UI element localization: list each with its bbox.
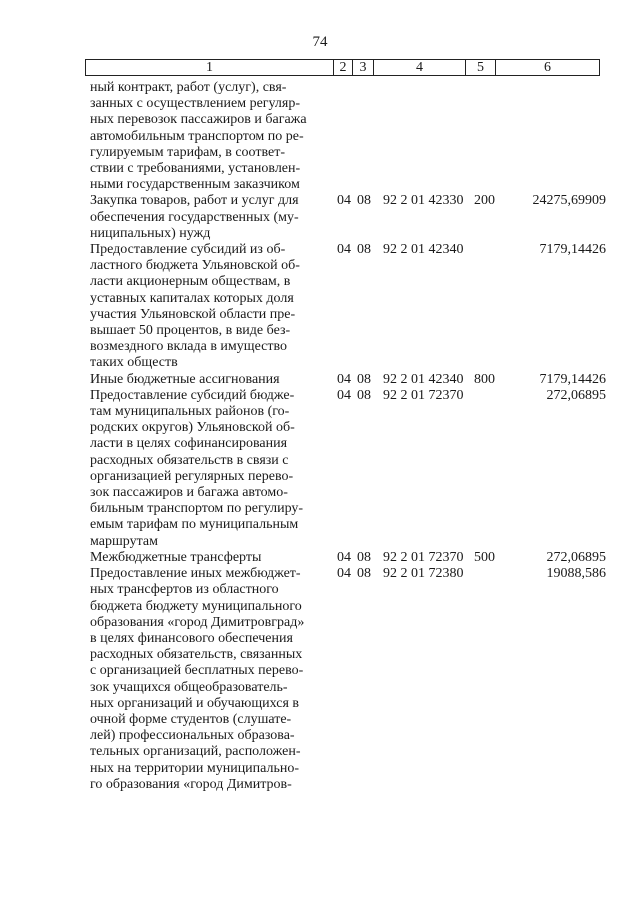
cell-c3: 08 — [357, 371, 371, 387]
header-col-6: 6 — [496, 60, 600, 76]
description-line: ластного бюджета Ульяновской об- — [90, 258, 300, 274]
description-line: маршрутам — [90, 533, 158, 549]
header-col-5: 5 — [466, 60, 496, 76]
description-line: гулируемым тарифам, в соответ- — [90, 144, 285, 160]
description-line: тельных организаций, расположен- — [90, 744, 301, 760]
cell-c6: 7179,14426 — [539, 242, 606, 258]
description-line: таких обществ — [90, 355, 178, 371]
header-col-4: 4 — [374, 60, 466, 76]
cell-c3: 08 — [357, 387, 371, 403]
table-row — [0, 388, 640, 550]
cell-c6: 19088,586 — [546, 566, 606, 582]
table-row — [0, 242, 640, 372]
description-line: расходных обязательств, связанных — [90, 647, 303, 663]
cell-c6: 24275,69909 — [532, 193, 606, 209]
budget-table-body — [0, 80, 640, 793]
table-row — [0, 372, 640, 388]
cell-c3: 08 — [357, 549, 371, 565]
description-line: Иные бюджетные ассигнования — [90, 371, 280, 387]
row-description — [90, 388, 328, 550]
cell-c4: 92 2 01 72370 — [383, 387, 464, 403]
description-line: лей) профессиональных образова- — [90, 728, 295, 744]
description-line: Предоставление иных межбюджет- — [90, 566, 301, 582]
description-line: Межбюджетные трансферты — [90, 549, 262, 565]
cell-c2: 04 — [337, 387, 351, 403]
description-line: занных с осуществлением регуляр- — [90, 96, 301, 112]
table-row — [0, 566, 640, 793]
row-description — [90, 193, 328, 242]
header-col-1: 1 — [86, 60, 334, 76]
description-line: зок учащихся общеобразователь- — [90, 679, 288, 695]
cell-c2: 04 — [337, 566, 351, 582]
cell-c6: 272,06895 — [546, 387, 606, 403]
description-line: расходных обязательств в связи с — [90, 452, 289, 468]
description-line: ных организаций и обучающихся в — [90, 695, 299, 711]
description-line: с организацией бесплатных перево- — [90, 663, 304, 679]
row-description — [90, 372, 328, 388]
description-line: ных на территории муниципально- — [90, 760, 300, 776]
description-line: ных трансфертов из областного — [90, 582, 279, 598]
description-line: образования «город Димитровград» — [90, 614, 305, 630]
column-header-row — [85, 59, 600, 76]
cell-c5: 500 — [474, 549, 495, 565]
cell-c5: 800 — [474, 371, 495, 387]
description-line: ниципальных) нужд — [90, 225, 211, 241]
header-col-3: 3 — [353, 60, 374, 76]
description-line: вышает 50 процентов, в виде без- — [90, 323, 291, 339]
description-line: Предоставление субсидий из об- — [90, 242, 286, 258]
description-line: зок пассажиров и багажа автомо- — [90, 485, 288, 501]
cell-c5: 200 — [474, 193, 495, 209]
row-description — [90, 242, 328, 372]
description-line: ный контракт, работ (услуг), свя- — [90, 80, 287, 95]
description-line: бильным транспортом по регулиру- — [90, 501, 304, 517]
page-number: 74 — [312, 34, 328, 50]
cell-c3: 08 — [357, 242, 371, 258]
cell-c4: 92 2 01 42340 — [383, 371, 464, 387]
cell-c2: 04 — [337, 242, 351, 258]
description-line: автомобильным транспортом по ре- — [90, 128, 304, 144]
row-description — [90, 80, 328, 193]
description-line: ными государственным заказчиком — [90, 177, 300, 193]
row-description — [90, 550, 328, 566]
description-line: в целях финансового обеспечения — [90, 630, 293, 646]
description-line: организацией регулярных перево- — [90, 468, 294, 484]
description-line: емым тарифам по муниципальным — [90, 517, 299, 533]
description-line: Предоставление субсидий бюдже- — [90, 387, 295, 403]
table-row — [0, 80, 640, 193]
description-line: Закупка товаров, работ и услуг для — [90, 193, 299, 209]
cell-c4: 92 2 01 72370 — [383, 549, 464, 565]
description-line: ных перевозок пассажиров и багажа — [90, 112, 307, 128]
cell-c4: 92 2 01 42330 — [383, 193, 464, 209]
description-line: ствии с требованиями, установлен- — [90, 161, 301, 177]
description-line: го образования «город Димитров- — [90, 776, 292, 792]
cell-c2: 04 — [337, 371, 351, 387]
description-line: ласти в целях софинансирования — [90, 436, 288, 452]
description-line: обеспечения государственных (му- — [90, 209, 299, 225]
description-line: там муниципальных районов (го- — [90, 404, 290, 420]
row-description — [90, 566, 328, 793]
cell-c3: 08 — [357, 566, 371, 582]
cell-c4: 92 2 01 42340 — [383, 242, 464, 258]
description-line: возмездного вклада в имущество — [90, 339, 287, 355]
description-line: ласти акционерным обществам, в — [90, 274, 291, 290]
cell-c6: 272,06895 — [546, 549, 606, 565]
description-line: родских округов) Ульяновской об- — [90, 420, 295, 436]
cell-c6: 7179,14426 — [539, 371, 606, 387]
description-line: бюджета бюджету муниципального — [90, 598, 302, 614]
cell-c2: 04 — [337, 549, 351, 565]
cell-c3: 08 — [357, 193, 371, 209]
table-row — [0, 550, 640, 566]
table-row — [0, 193, 640, 242]
header-col-2: 2 — [334, 60, 353, 76]
cell-c4: 92 2 01 72380 — [383, 566, 464, 582]
description-line: уставных капиталах которых доля — [90, 290, 294, 306]
description-line: участия Ульяновской области пре- — [90, 306, 296, 322]
description-line: очной форме студентов (слушате- — [90, 711, 292, 727]
cell-c2: 04 — [337, 193, 351, 209]
